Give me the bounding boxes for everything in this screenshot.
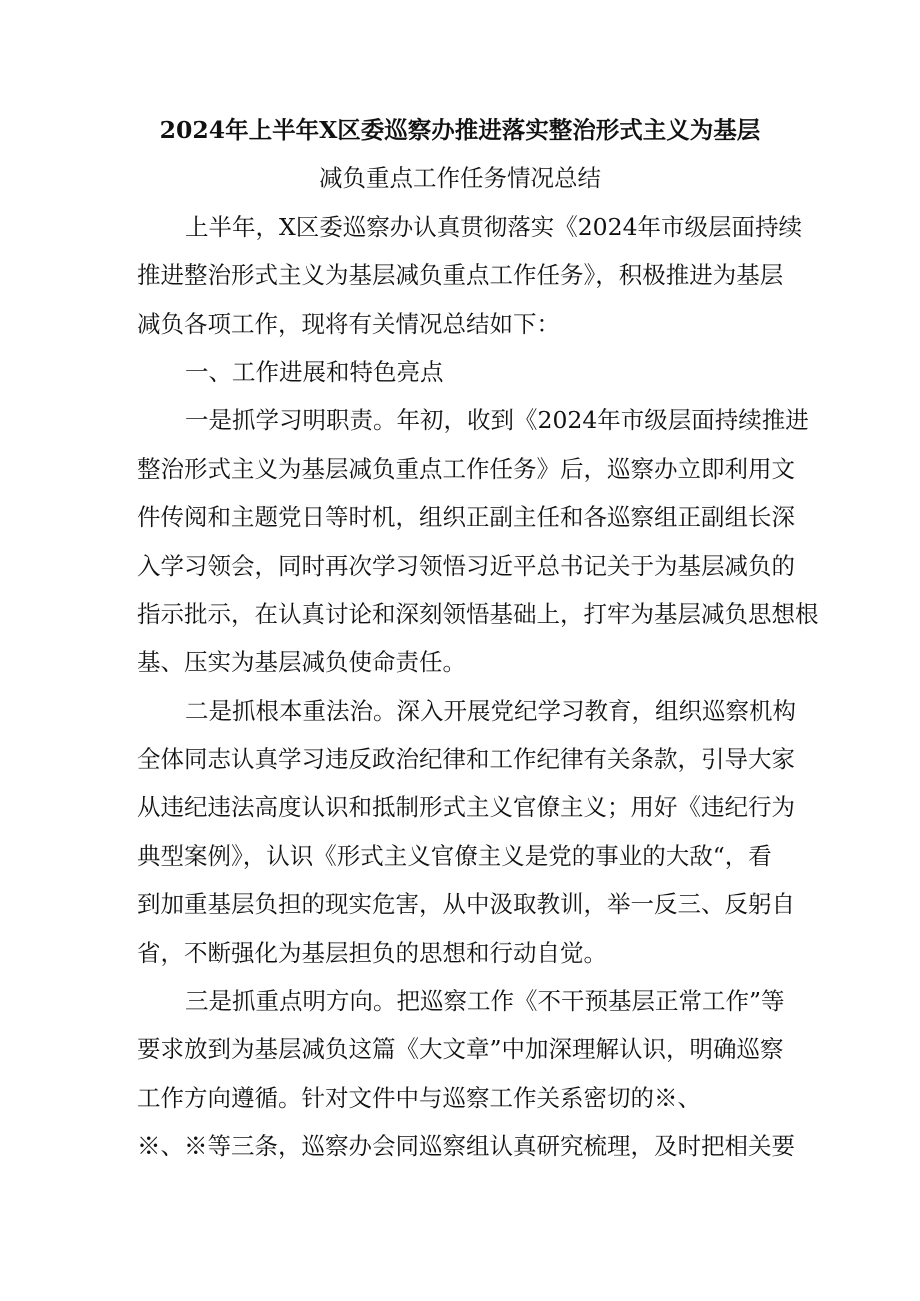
paragraph2-line: 典型案例》，认识《形式主义官僚主义是党的事业的大敌“，看 (137, 841, 772, 870)
paragraph3-line: 三是抓重点明方向。把巡察工作《不干预基层正常工作”等 (185, 987, 785, 1016)
paragraph2-line: 二是抓根本重法治。深入开展党纪学习教育，组织巡察机构 (185, 696, 796, 725)
paragraph3-line: 工作方向遵循。针对文件中与巡察工作关系密切的※、 (137, 1083, 701, 1112)
paragraph2-line: 到加重基层负担的现实危害，从中汲取教训，举一反三、反躬自 (137, 890, 795, 919)
paragraph3-line: ※、※等三条，巡察办会同巡察组认真研究梳理，及时把相关要 (137, 1132, 795, 1161)
intro-line: 上半年，X区委巡察办认真贯彻落实《2024年市级层面持续 (185, 212, 803, 241)
section-heading: 一、工作进展和特色亮点 (185, 357, 444, 386)
intro-line: 推进整治形式主义为基层减负重点工作任务》，积极推进为基层 (137, 261, 784, 290)
paragraph1-line: 基、压实为基层减负使命责任。 (137, 648, 466, 677)
document-page (137, 106, 819, 1171)
paragraph1-line: 整治形式主义为基层减负重点工作任务》后，巡察办立即利用文 (137, 454, 795, 483)
intro-line: 减负各项工作，现将有关情况总结如下： (137, 309, 560, 338)
paragraph1-line: 指示批示，在认真讨论和深刻领悟基础上，打牢为基层减负思想根 (137, 599, 819, 628)
paragraph1-line: 入学习领会，同时再次学习领悟习近平总书记关于为基层减负的 (137, 551, 795, 580)
document-title-line-2: 减负重点工作任务情况总结 (319, 164, 601, 193)
paragraph3-line: 要求放到为基层减负这篇《大文章”中加深理解认识，明确巡察 (137, 1035, 784, 1064)
paragraph1-line: 一是抓学习明职责。年初，收到《2024年市级层面持续推进 (185, 406, 809, 435)
paragraph2-line: 省，不断强化为基层担负的思想和行动自觉。 (137, 938, 607, 967)
paragraph2-line: 全体同志认真学习违反政治纪律和工作纪律有关条款，引导大家 (137, 745, 795, 774)
paragraph1-line: 件传阅和主题党日等时机，组织正副主任和各巡察组正副组长深 (137, 503, 795, 532)
document-title-line-1: 2024年上半年X区委巡察办推进落实整治形式主义为基层 (159, 116, 761, 144)
paragraph2-line: 从违纪违法高度认识和抵制形式主义官僚主义；用好《违纪行为 (137, 793, 795, 822)
